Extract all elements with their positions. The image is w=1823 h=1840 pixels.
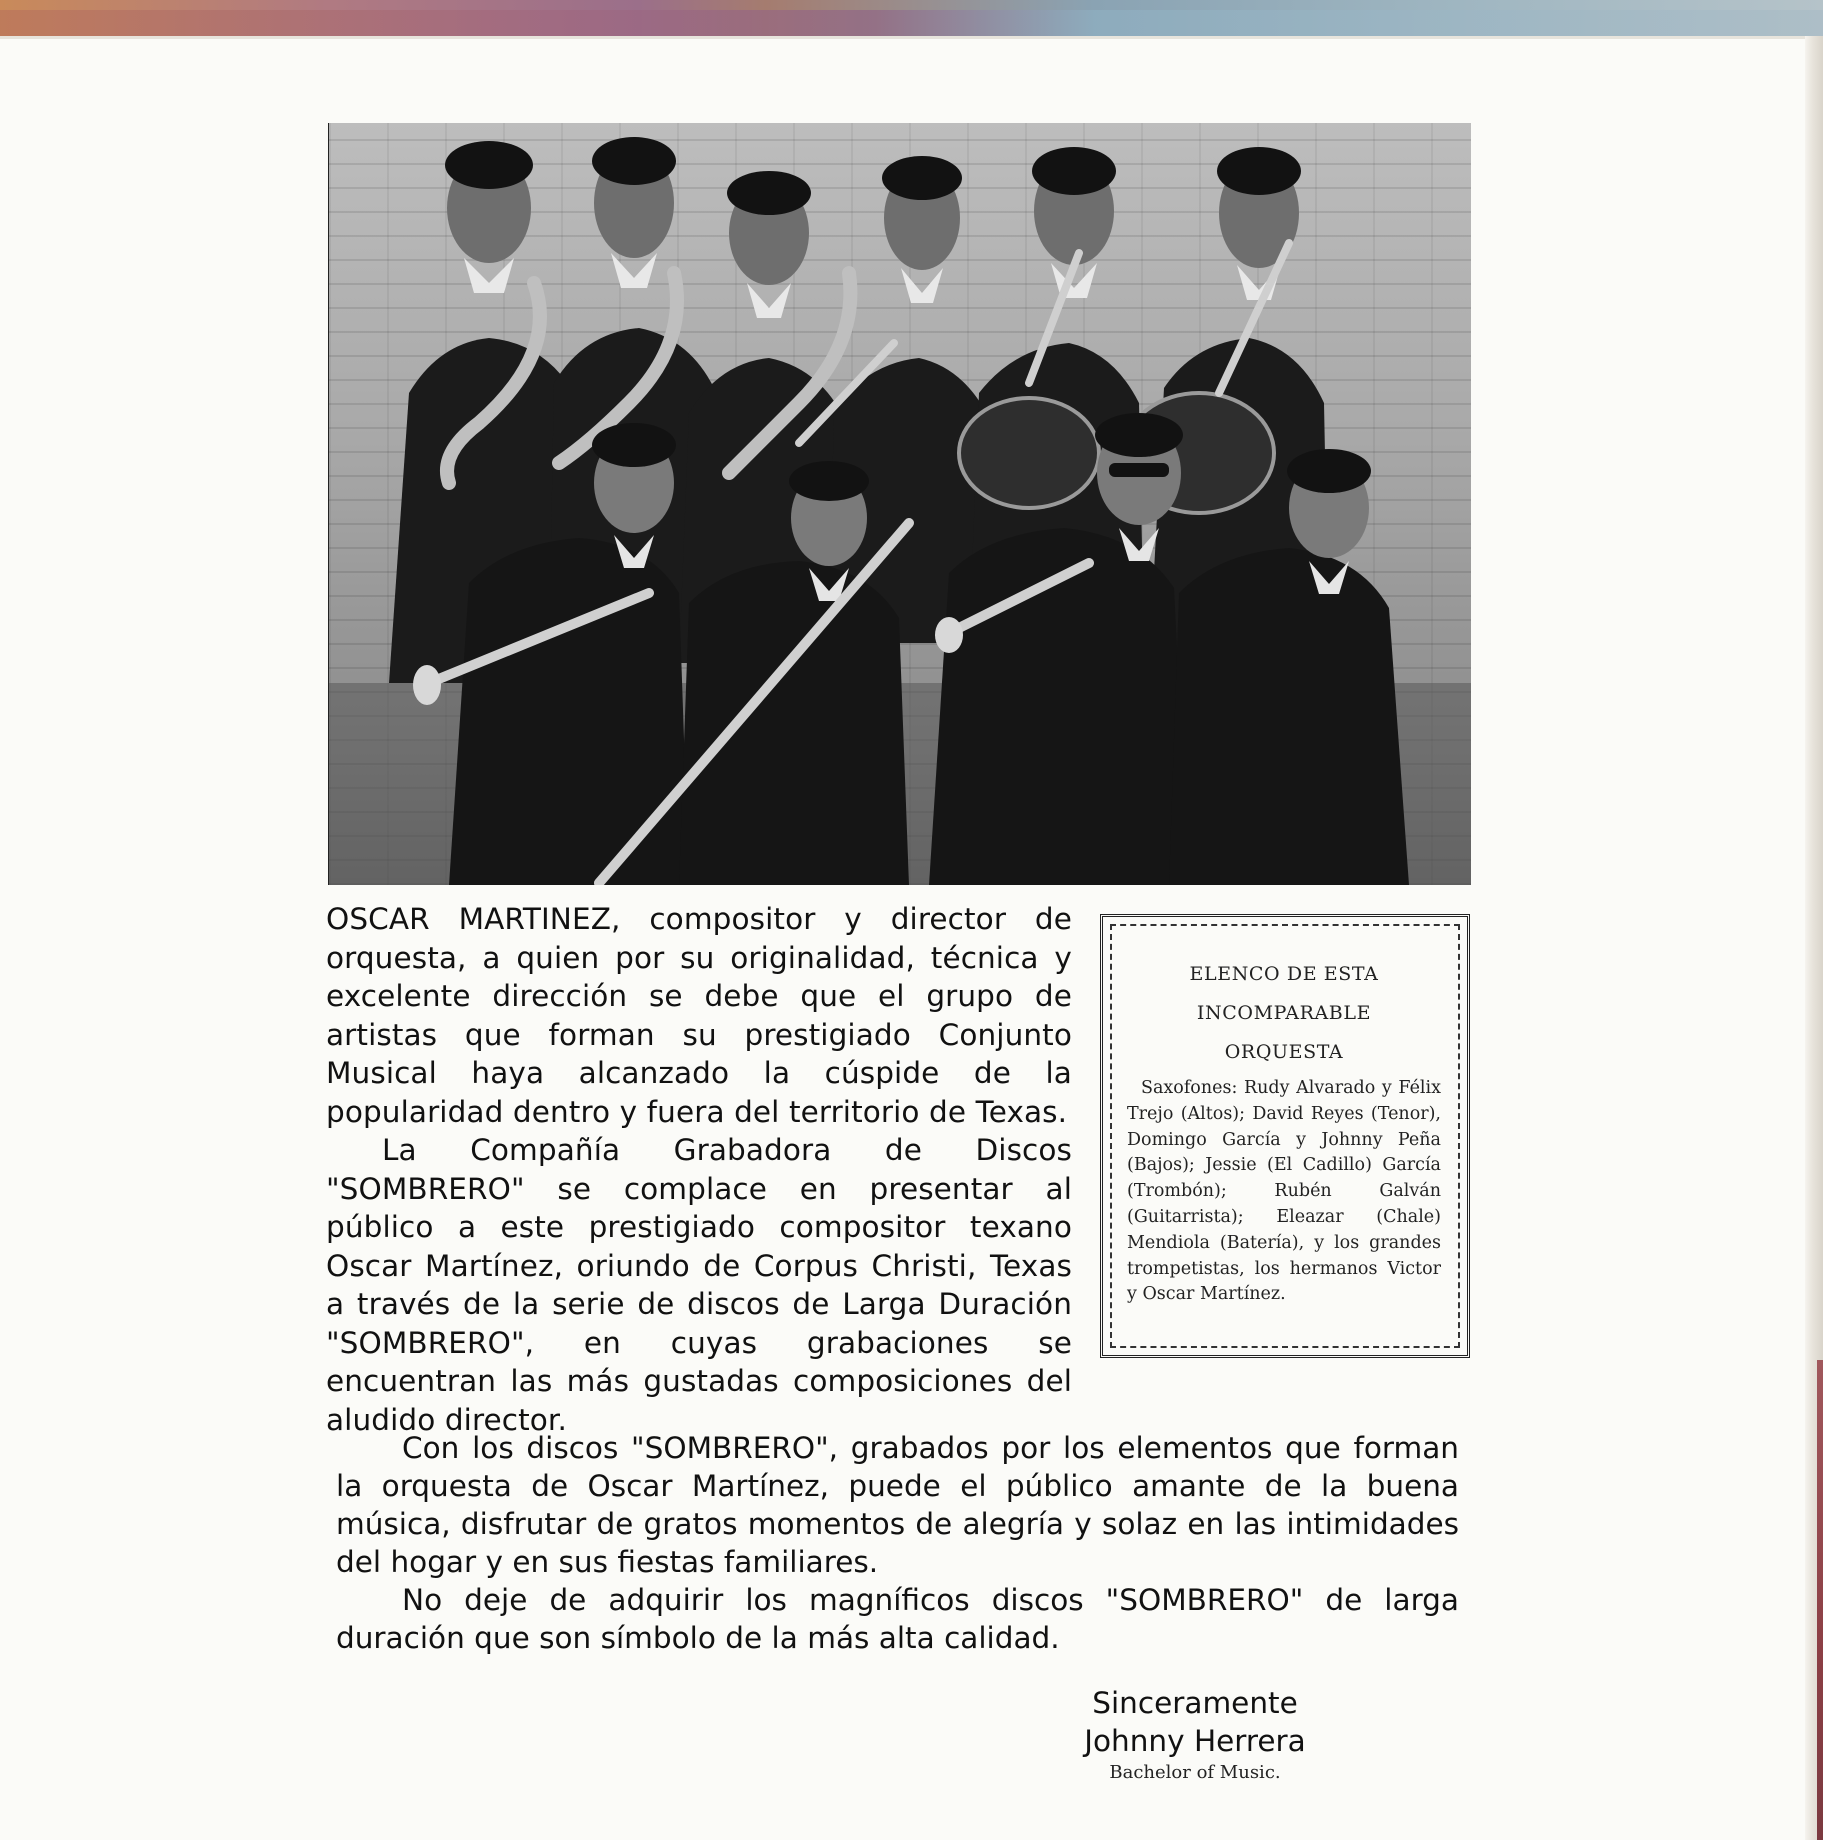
closing-paragraph: No deje de adquirir los magníficos discos "SOMBRERO" de larga duración que son símbolo de la más alta calidad.: [336, 1583, 1459, 1655]
elenco-title: [1127, 955, 1441, 1072]
signature-name: Johnny Herrera: [1084, 1724, 1306, 1758]
edge-line: [0, 36, 1823, 39]
main-text-block: [326, 900, 1072, 1439]
elenco-title-line2: INCOMPARABLE: [1196, 1002, 1372, 1024]
album-cover-edge-strip-inner: [0, 10, 1823, 36]
elenco-title-line1: ELENCO DE ESTA: [1189, 963, 1379, 985]
band-photo: [328, 123, 1471, 885]
elenco-body: Saxofones: Rudy Alvarado y Félix Trejo (Altos); David Reyes (Tenor), Domingo García y Johnny Peña (Bajos); Jessie (El Cadillo) García (Trombón); Rubén Galván (Guitarrista); Eleazar (Chale) Mendiola (Batería), y los grandes trompetistas, los hermanos Victor y Oscar Martínez.: [1127, 1078, 1441, 1305]
band-photo-image: [329, 123, 1471, 885]
discos-paragraph: Con los discos "SOMBRERO", grabados por los elementos que forman la orquesta de Oscar Martínez, puede el público amante de la buena música, disfrutar de gratos momentos de alegría y solaz en las intimidades del hogar y en sus fiestas familiares.: [336, 1431, 1459, 1579]
right-seam-color: [1817, 1360, 1823, 1840]
signature-block: [1030, 1684, 1360, 1786]
bottom-text-block: [336, 1429, 1459, 1657]
signature-closing: Sinceramente: [1092, 1686, 1298, 1720]
signature-title: Bachelor of Music.: [1109, 1762, 1281, 1783]
intro-paragraph: OSCAR MARTINEZ, compositor y director de orquesta, a quien por su originalidad, técnica y excelente dirección se debe que el grupo de artistas que forman su prestigiado Conjunto Musical haya alcanzado la cúspide de la popularidad dentro y fuera del territorio de Texas.: [326, 902, 1072, 1129]
elenco-title-line3: ORQUESTA: [1224, 1041, 1344, 1063]
elenco-box: [1100, 914, 1470, 1358]
sombrero-paragraph: La Compañía Grabadora de Discos "SOMBRERO" se complace en presentar al público a este prestigiado compositor texano Oscar Martínez, oriundo de Corpus Christi, Texas a través de la serie de discos de Larga Duración "SOMBRERO", en cuyas grabaciones se encuentran las más gustadas composiciones del aludido director.: [326, 1133, 1072, 1437]
